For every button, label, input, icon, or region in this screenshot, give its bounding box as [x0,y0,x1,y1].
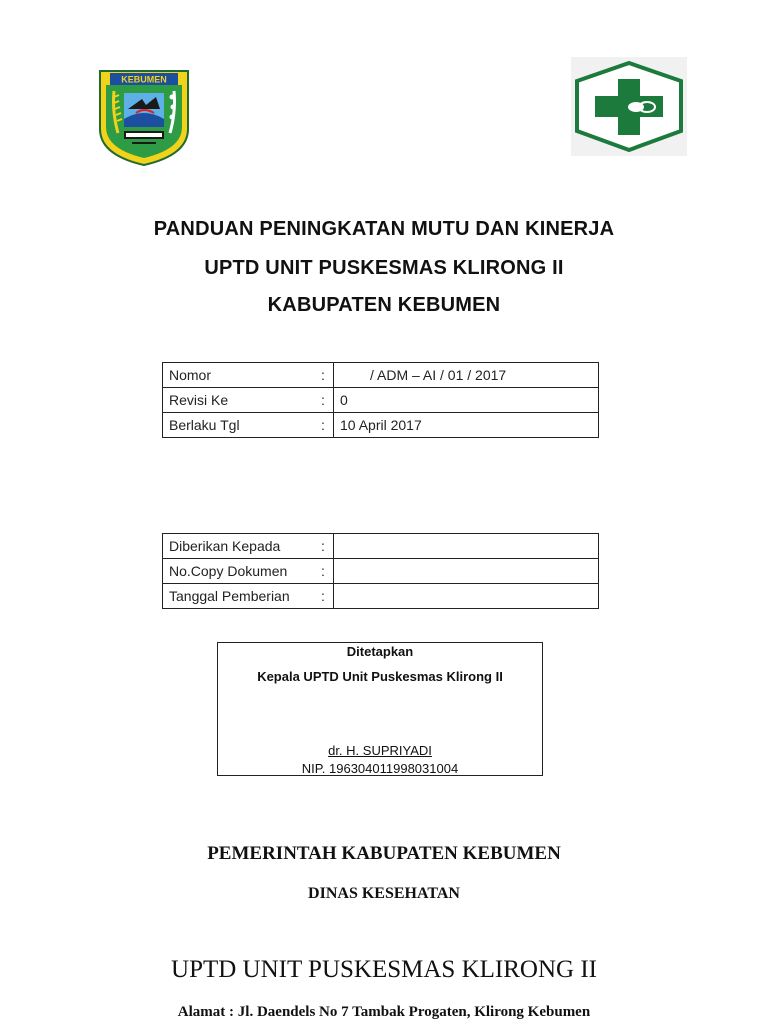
revision-value: 0 [334,388,599,413]
table-row [163,534,599,559]
approver-role: Kepala UPTD Unit Puskesmas Klirong II [257,669,503,684]
colon-separator: : [321,363,334,388]
colon-separator: : [321,413,334,438]
colon-separator: : [321,534,334,559]
unit-name: UPTD UNIT PUSKESMAS KLIRONG II [171,956,597,983]
document-title-line-2: UPTD UNIT PUSKESMAS KLIRONG II [204,257,564,279]
agency-name: DINAS KESEHATAN [308,885,460,902]
table-row [163,363,599,388]
issue-date-value [334,584,599,609]
given-to-label: Diberikan Kepada [163,534,322,559]
document-title-line-3: KABUPATEN KEBUMEN [267,294,501,316]
document-title-line-1: PANDUAN PENINGKATAN MUTU DAN KINERJA [153,218,615,240]
puskesmas-cross-icon [571,57,687,156]
doc-number-value: / ADM – AI / 01 / 2017 [334,363,599,388]
copy-number-value [334,559,599,584]
government-name: PEMERINTAH KABUPATEN KEBUMEN [207,843,561,864]
revision-label: Revisi Ke [163,388,322,413]
distribution-table [162,533,599,609]
given-to-value [334,534,599,559]
approver-name: dr. H. SUPRIYADI [328,743,432,758]
crest-banner-text: KEBUMEN [121,74,167,85]
table-row [163,388,599,413]
doc-number-label: Nomor [163,363,322,388]
colon-separator: : [321,559,334,584]
kebumen-regency-crest-icon [96,67,192,167]
table-row [163,584,599,609]
effective-date-label: Berlaku Tgl [163,413,322,438]
table-row [163,413,599,438]
table-row [163,559,599,584]
issue-date-label: Tanggal Pemberian [163,584,322,609]
effective-date-value: 10 April 2017 [334,413,599,438]
colon-separator: : [321,388,334,413]
address-line: Alamat : Jl. Daendels No 7 Tambak Progaten, Klirong Kebumen [177,1004,591,1020]
approver-nip: NIP. 196304011998031004 [301,761,459,776]
puskesmas-logo [571,57,687,156]
kebumen-crest-logo [96,67,192,167]
copy-number-label: No.Copy Dokumen [163,559,322,584]
colon-separator: : [321,584,334,609]
approval-heading: Ditetapkan [346,644,414,659]
document-info-table [162,362,599,438]
approval-box [217,642,543,776]
